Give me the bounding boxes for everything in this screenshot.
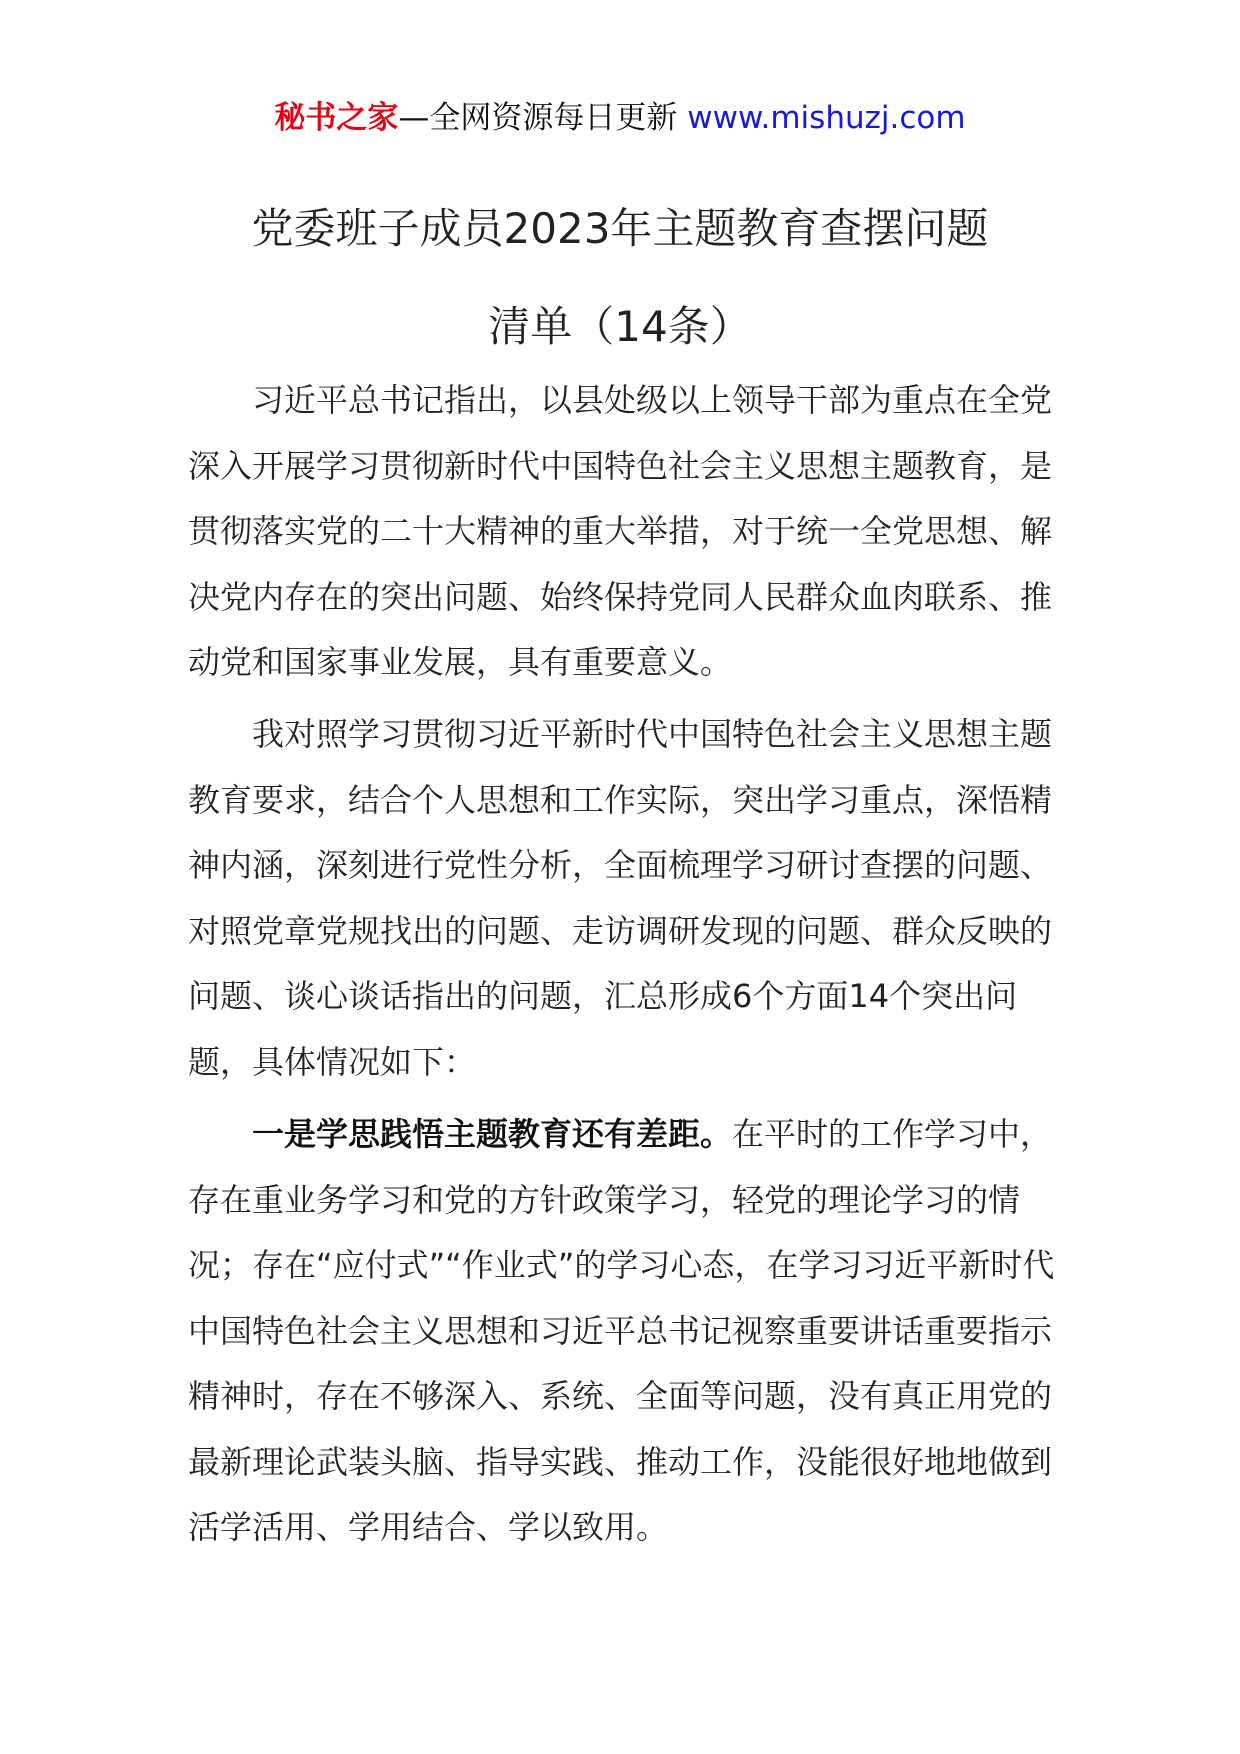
site-url-link[interactable]: www.mishuzj.com xyxy=(687,100,966,136)
paragraph-issue-1 xyxy=(188,1102,1068,1561)
site-header xyxy=(0,96,1240,140)
site-slogan: —全网资源每日更新 xyxy=(398,100,688,136)
site-brand: 秘书之家 xyxy=(274,100,399,136)
paragraph-summary: 我对照学习贯彻习近平新时代中国特色社会主义思想主题教育要求，结合个人思想和工作实际，突出学习重点，深悟精神内涵，深刻进行党性分析，全面梳理学习研讨查摆的问题、对照党章党规找出的问题、走访调研发现的问题、群众反映的问题、谈心谈话指出的问题，汇总形成6个方面14个突出问题，具体情况如下： xyxy=(188,715,1053,1081)
issue-1-heading: 一是学思践悟主题教育还有差距。 xyxy=(252,1115,733,1153)
document-title-line-2: 清单（14条） xyxy=(488,302,752,351)
paragraph-intro: 习近平总书记指出，以县处级以上领导干部为重点在全党深入开展学习贯彻新时代中国特色社会主义思想主题教育，是贯彻落实党的二十大精神的重大举措，对于统一全党思想、解决党内存在的突出问题、始终保持党同人民群众血肉联系、推动党和国家事业发展，具有重要意义。 xyxy=(188,381,1053,681)
document-title-line-1: 党委班子成员2023年主题教育查摆问题 xyxy=(251,204,989,253)
issue-1-body: 在平时的工作学习中，存在重业务学习和党的方针政策学习，轻党的理论学习的情况；存在“应付式”“作业式”的学习心态，在学习习近平新时代中国特色社会主义思想和习近平总书记视察重要讲话重要指示精神时，存在不够深入、系统、全面等问题，没有真正用党的最新理论武装头脑、指导实践、推动工作，没能很好地地做到活学活用、学用结合、学以致用。 xyxy=(188,1115,1055,1546)
